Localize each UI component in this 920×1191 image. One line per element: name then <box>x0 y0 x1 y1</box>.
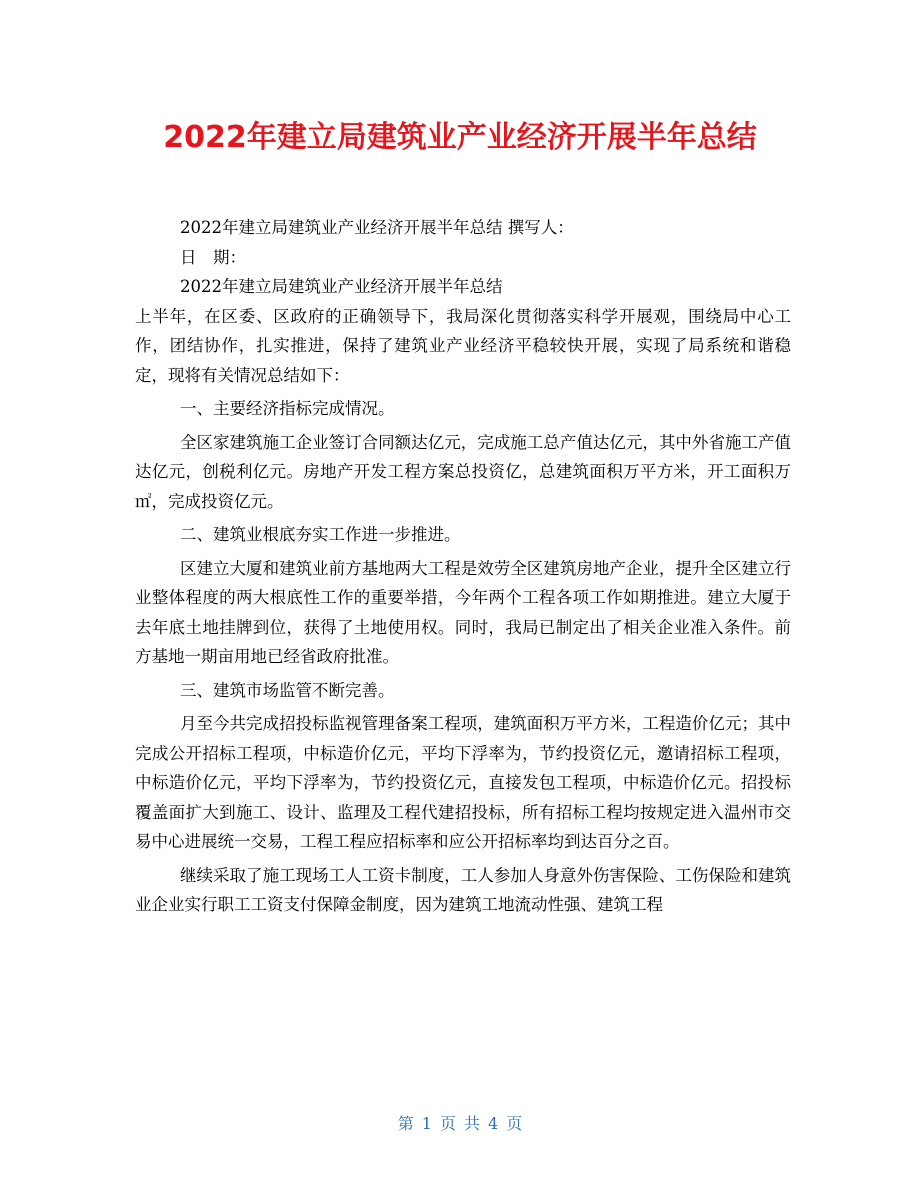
section-heading-3: 三、建筑市场监管不断完善。 <box>180 680 395 700</box>
footer-page-word: 第 <box>397 1114 414 1133</box>
paragraph-foundation-work: 区建立大厦和建筑业前方基地两大工程是效劳全区建筑房地产企业，提升全区建立行业整体程度的两大根底性工作的重要举措，今年两个工程各项工作如期推进。建立大厦于去年底土地挂牌到位，获得了土地使用权。同时，我局已制定出了相关企业准入条件。前方基地一期亩用地已经省政府批准。 <box>135 558 791 666</box>
footer-total-word: 共 <box>464 1114 481 1133</box>
footer-page-current: 1 <box>421 1114 432 1133</box>
header-line: 2022年建立局建筑业产业经济开展半年总结 撰写人： <box>180 218 574 237</box>
section-heading-1: 一、主要经济指标完成情况。 <box>180 399 395 418</box>
footer-page-total: 4 <box>488 1114 499 1133</box>
document-body <box>135 213 791 920</box>
subtitle-line: 2022年建立局建筑业产业经济开展半年总结 <box>180 277 503 296</box>
paragraph-intro: 上半年，在区委、区政府的正确领导下，我局深化贯彻落实科学开展观，围绕局中心工作，团结协作，扎实推进，保持了建筑业产业经济平稳较快开展，实现了局系统和谐稳定，现将有关情况总结如下： <box>135 306 791 385</box>
footer-page-unit: 页 <box>439 1114 456 1133</box>
paragraph-wage-system: 继续采取了施工现场工人工资卡制度，工人参加人身意外伤害保险、工伤保险和建筑业企业实行职工工资支付保障金制度，因为建筑工地流动性强、建筑工程 <box>135 865 791 914</box>
paragraph-economic-indicators: 全区家建筑施工企业签订合同额达亿元，完成施工总产值达亿元，其中外省施工产值达亿元，创税利亿元。房地产开发工程方案总投资亿，总建筑面积万平方米，开工面积万㎡，完成投资亿元。 <box>135 432 791 511</box>
page-footer <box>0 1112 920 1136</box>
date-line: 日 期： <box>180 247 246 267</box>
footer-total-unit: 页 <box>506 1114 523 1133</box>
section-heading-2: 二、建筑业根底夯实工作进一步推进。 <box>180 525 461 544</box>
document-title: 2022年建立局建筑业产业经济开展半年总结 <box>163 120 757 155</box>
paragraph-market-supervision: 月至今共完成招投标监视管理备案工程项，建筑面积万平方米，工程造价亿元；其中完成公开招标工程项，中标造价亿元，平均下浮率为，节约投资亿元，邀请招标工程项，中标造价亿元，平均下浮率为，节约投资亿元，直接发包工程项，中标造价亿元。招投标覆盖面扩大到施工、设计、监理及工程代建招投标，所有招标工程均按规定进入温州市交易中心进展统一交易，工程工程应招标率和应公开招标率均到达百分之百。 <box>135 714 791 851</box>
